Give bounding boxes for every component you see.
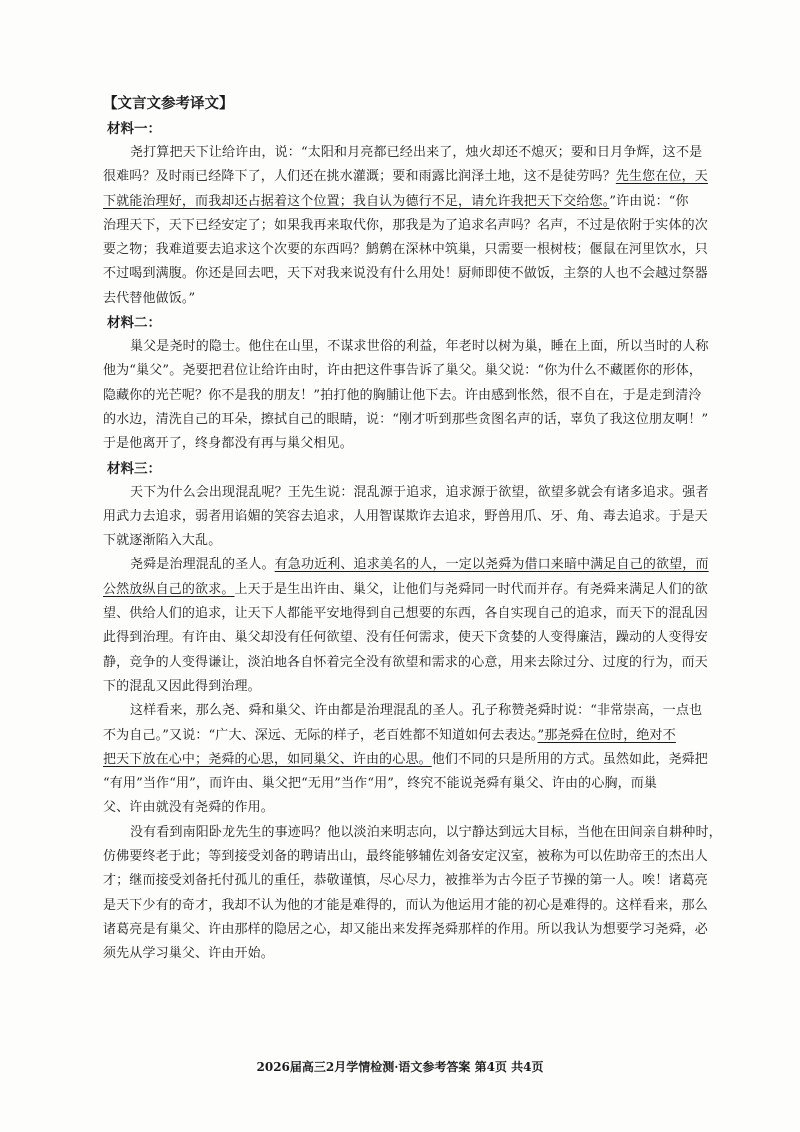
line-text: 要之物；我难道要去追求这个次要的东西吗？鹪鹩在深林中筑巢，只需要一根树枝；偃鼠在河里饮水，只 (103, 242, 708, 258)
text-line (103, 651, 728, 675)
line-text: 没有看到南阳卧龙先生的事迹吗？他以淡泊来明志向，以宁静达到远大目标，当他在田间亲自耕种时， (130, 824, 722, 840)
line-text: 尧舜是治理混乱的圣人。 (130, 557, 275, 573)
text-line (103, 772, 728, 796)
text-line (103, 287, 728, 311)
material-two-paragraph (103, 335, 728, 456)
line-text: 是天下少有的奇才，我却不认为他的才能是难得的，而认为他运用才能的初心是难得的。这样看来，那么 (103, 897, 708, 913)
line-text: 下的混乱又因此得到治理。 (103, 678, 261, 694)
underlined-answer-text: 有急功近利、追求美名的人，一定以尧舜为借口来暗中满足自己的欲望，而 (274, 557, 709, 573)
line-text: 父、许由就没有尧舜的作用。 (103, 800, 274, 816)
text-line (103, 408, 728, 432)
line-text: 去代替他做饭。” (103, 290, 196, 306)
underlined-answer-text: 把天下放在心中；尧舜的心思，如同巢父、许由的心思。 (103, 751, 432, 767)
text-line (103, 505, 728, 529)
text-line (103, 190, 728, 214)
line-text: 这样看来，那么尧、舜和巢父、许由都是治理混乱的圣人。孔子称赞尧舜时说：“非常崇高，一点也 (130, 703, 703, 719)
text-line (103, 578, 728, 602)
material-three-paragraph-2 (103, 553, 728, 699)
section-heading: 【文言文参考译文】 (103, 95, 234, 112)
line-text: 此得到治理。有许由、巢父却没有任何欲望、没有任何需求，使天下贪婪的人变得廉洁，躁动的人变得安 (103, 630, 708, 646)
line-text: 很难吗？及时雨已经降下了，人们还在挑水灌溉；要和雨露比润泽土地，这不是徒劳吗？ (103, 169, 616, 185)
underlined-answer-text: 公然放纵自己的欲求。 (103, 581, 235, 597)
line-text: 诸葛亮是有巢父、许由那样的隐居之心，却又能出来发挥尧舜那样的作用。所以我认为想要学习尧舜，必 (103, 921, 708, 937)
line-text: 望、供给人们的追求，让天下人都能平安地得到自己想要的东西，各自实现自己的追求，而天下的混乱因 (103, 606, 708, 622)
text-line (103, 384, 728, 408)
underlined-answer-text: 下就能治理好，而我却还占据着这个位置；我自认为德行不足，请允许我把天下交给您。 (103, 193, 610, 209)
line-text: 尧打算把天下让给许由，说：“太阳和月亮都已经出来了，烛火却还不熄灭；要和日月争辉，这不是 (130, 145, 703, 160)
line-text: 静，竞争的人变得谦让，淡泊地各自怀着完全没有欲望和需求的心意，用来去除过分、过度的行为，而天 (103, 654, 708, 670)
line-text: 下就逐渐陷入大乱。 (103, 533, 222, 549)
text-line (103, 796, 728, 820)
text-line (103, 894, 728, 918)
page-footer: 2026届高三2月学情检测·语文参考答案 第4页 共4页 (256, 1060, 544, 1074)
text-line (103, 918, 728, 942)
material-three-paragraph-4 (103, 821, 728, 967)
material-one-label: 材料一： (107, 121, 161, 137)
underlined-answer-text: ”那尧舜在位时，绝对不 (537, 727, 676, 743)
line-text: 于是他离开了，终身都没有再与巢父相见。 (103, 436, 353, 452)
text-line (103, 821, 728, 845)
material-three-label: 材料三： (107, 460, 161, 477)
text-line (103, 165, 728, 189)
line-text: 天下为什么会出现混乱呢？王先生说：混乱源于追求，追求源于欲望，欲望多就会有诸多追求。强者 (130, 484, 709, 500)
line-text: “有用”当作“用”，而许由、巢父把“无用”当作“用”，终究不能说尧舜有巢父、许由的心胸，而巢 (103, 776, 658, 792)
text-line (103, 602, 728, 626)
line-text: 不过喝到满腹。你还是回去吧，天下对我来说没有什么用处！厨师即使不做饭，主祭的人也不会越过祭器 (103, 266, 708, 282)
line-text: 他为“巢父”。尧要把君位让给许由时，许由把这件事告诉了巢父。巢父说：“你为什么不藏匿你的形体， (103, 363, 702, 379)
line-text: 治理天下，天下已经安定了；如果我再来取代你，那我是为了追求名声吗？名声，不过是依附于实体的次 (103, 217, 708, 233)
text-line (103, 942, 728, 966)
material-three-paragraph-3 (103, 699, 728, 820)
line-text: 巢父是尧时的隐士。他住在山里，不谋求世俗的利益，年老时以树为巢，睡在上面，所以当时的人称 (130, 339, 709, 355)
text-line (103, 238, 728, 262)
text-line (103, 675, 728, 699)
text-line (103, 845, 728, 869)
text-line (103, 748, 728, 772)
material-three-paragraph-1 (103, 481, 728, 554)
line-text: 他们不同的只是所用的方式。虽然如此，尧舜把 (431, 751, 708, 767)
line-text: 的水边，清洗自己的耳朵，擦拭自己的眼睛，说：“刚才听到那些贪图名声的话，辜负了我这位朋友啊！” (103, 411, 709, 427)
line-text: 仿佛要终老于此；等到接受刘备的聘请出山，最终能够辅佐刘备安定汉室，被称为可以佐助帝王的杰出人 (103, 849, 708, 865)
text-line (103, 699, 728, 723)
line-text: 才；继而接受刘备托付孤儿的重任，恭敬谨慎，尽心尽力，被推举为古今臣子节操的第一人。唉！诸葛亮 (103, 873, 708, 889)
text-line (103, 262, 728, 286)
line-text: 上天于是生出许由、巢父，让他们与尧舜同一时代而并存。有尧舜来满足人们的欲 (234, 581, 708, 597)
text-line (103, 359, 728, 383)
text-line (103, 529, 728, 553)
material-two-label: 材料二： (107, 315, 161, 332)
text-line (103, 335, 728, 359)
text-line (103, 724, 728, 748)
underlined-answer-text: 先生您在位，天 (615, 169, 708, 185)
text-line (103, 481, 728, 505)
line-text: 不为自己。”又说：“广大、深远、无际的样子，老百姓都不知道如何去表达。 (103, 727, 538, 743)
text-line (103, 141, 728, 165)
text-line (103, 869, 728, 893)
line-text: 须先从学习巢父、许由开始。 (103, 946, 274, 962)
line-text: 隐藏你的光芒呢？你不是我的朋友！”拍打他的胸脯让他下去。许由感到怅然，很不自在，于是走到清泠 (103, 387, 702, 403)
text-line (103, 432, 728, 456)
text-line (103, 553, 728, 577)
text-line (103, 214, 728, 238)
material-one-paragraph (103, 141, 728, 311)
line-text: 用武力去追求，弱者用谄媚的笑容去追求，人用智谋欺诈去追求，野兽用爪、牙、角、毒去追求。于是天 (103, 508, 708, 524)
line-text: ”许由说：“你 (609, 193, 689, 209)
text-line (103, 626, 728, 650)
translation-content (103, 91, 728, 967)
